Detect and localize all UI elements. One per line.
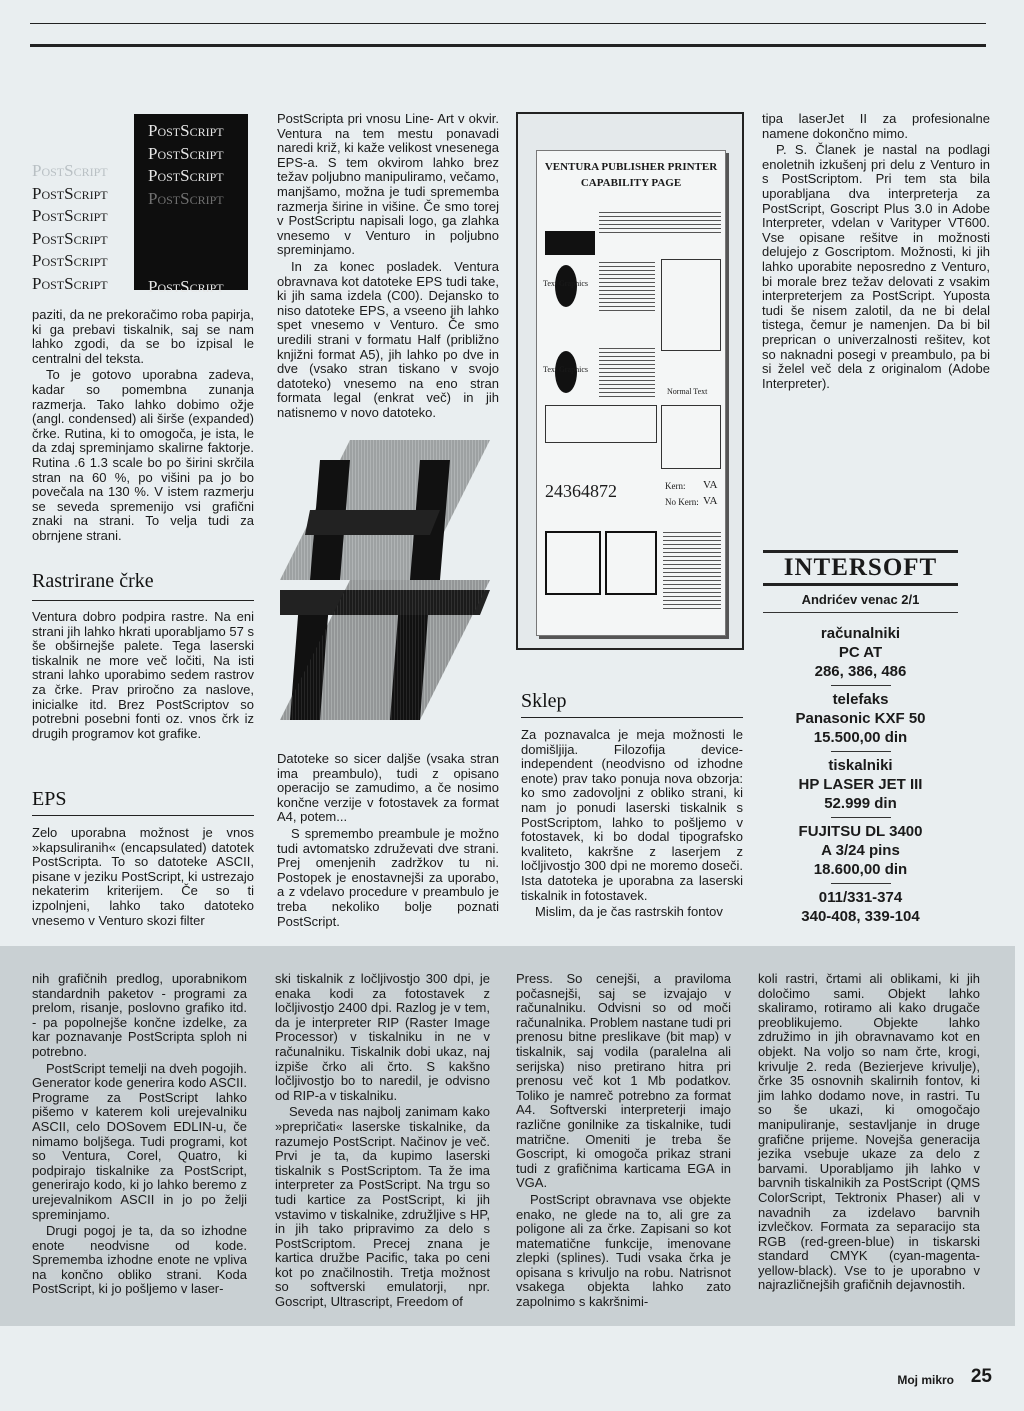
paragraph: nih grafičnih predlog, uporabnikom standardnih paketov - programi za prelom, risanje, poslovno grafiko itd. - pa popolnejše končne izdelke, za kar poznavanje PostScripta sploh ni potrebno. <box>32 971 247 1059</box>
postscript-wordmark: PostScript <box>32 228 108 248</box>
postscript-dark-panel <box>134 114 248 296</box>
left-column-eps <box>32 826 254 930</box>
ad-item-line: A 3/24 pins <box>821 842 900 859</box>
paragraph: Press. So cenejši, a praviloma počasnejši, saj se izvajajo v računalniku. Odvisni so od moči računalnika. Problem nastane tudi pri prenosu bitne preslikave (bit map) v tiskalnik, saj vodila (paralelna ali serijska) niso pretirano hitra pri prenosu več kot 1 Mb podatkov. Toliko je namreč potrebno za format A4. Softverski interpreterji imajo različne gonilnike za tiskalnike, tudi matrične. Omeniti je treba še Goscript, ki omogoča prikaz strani tudi z grafičnima karticama EGA in VGA. <box>516 971 731 1191</box>
ad-item-line: računalniki <box>820 625 901 642</box>
paragraph: PostScript temelji na dveh pogojih. Generator kode generira kodo ASCII. Programe za PostScript lahko pišemo v katerem koli urejevalniku ASCII, celo DOSovem EDLIN-u, če nimamo boljšega. Tudi programi, kot so Ventura, Corel, Quatro, ki podpirajo tiskalnike za PostScript, generirajo kodo, ki jo lahko beremo z urejevalnikom ASCII in jo po želji spreminjamo. <box>32 1060 247 1222</box>
postscript-wordmark: PostScript <box>148 277 224 296</box>
ad-item-line: Panasonic KXF 50 <box>795 710 926 727</box>
ad-item-line: 18.600,00 din <box>813 861 908 878</box>
heading-rastrirane: Rastrirane črke <box>32 570 154 592</box>
paragraph: koli rastri, črtami ali oblikami, ki jih določimo sami. Objekt lahko skaliramo, rotiramo ali kako drugače preoblikujemo. Objekte lahko združimo in jih obravnavamo kot en objekt. Na voljo so nam črte, krogi, krivulje 2. reda (Bezierjeve krivulje), črke 35 osnovnih skalirnih fontov, ki jim lahko dodamo nove, in rastri. Tu so še ukazi, ki omogočajo manipuliranje, sestavljanje in druge grafične prijeme. Novejša generacija jezika vsebuje ukaze za delo z barvami. Uporabljamo jih lahko v barvnih tiskalnikih za PostScript (QMS ColorScript, Tektronix Phaser) ali v navadnih za izdelavo barvnih izvlečkov. Formata za separacijo sta RGB (red-green-blue) in tiskarski standard CMYK (cyan-magenta-yellow-black). Vse to je uporabno v najrazličnejših grafičnih dejavnostih. <box>758 971 980 1293</box>
postscript-wordmark: PostScript <box>148 166 224 185</box>
number-sample: 24364872 <box>545 481 617 501</box>
postscript-wordmark: PostScript <box>32 161 108 180</box>
boxed-sample <box>661 405 721 469</box>
left-column-rastrirane <box>32 610 254 743</box>
ad-brand-logo: INTERSOFT <box>763 550 958 586</box>
black-bar <box>545 231 595 255</box>
paragraph: tipa laserJet II za profesionalne namene dokončno mimo. <box>762 111 990 141</box>
postscript-wordmark: PostScript <box>148 188 224 208</box>
ad-item-line: HP LASER JET III <box>798 776 923 793</box>
bottom-column-4 <box>758 972 980 1295</box>
normal-text-label: Normal Text <box>667 387 708 396</box>
ad-item-line: 52.999 din <box>824 795 897 812</box>
ad-divider <box>831 751 891 752</box>
capability-title-1: VENTURA PUBLISHER PRINTER <box>544 161 718 173</box>
postscript-wordmark: PostScript <box>32 273 108 293</box>
ad-item-line: FUJITSU DL 3400 <box>798 823 923 840</box>
paragraph: paziti, da ne prekoračimo roba papirja, ki ga prebavi tiskalnik, saj se nam lahko zgodi, da se bo izpisal le centralni del teksta. <box>32 307 254 366</box>
ad-phone: 011/331-374 <box>818 889 903 906</box>
text-graphics-label: Text Graphics <box>543 279 588 288</box>
intersoft-ad <box>763 550 958 925</box>
ad-item-line: 286, 386, 486 <box>814 663 907 680</box>
ad-phone: 340-408, 339-104 <box>801 908 920 925</box>
paragraph: Ventura dobro podpira rastre. Na eni strani jih lahko hkrati uporabljamo 57 s še obširnejše palete. Tega laserski tiskalnik ne more več ločiti, Na isti strani lahko uporabimo sedem rastrov za črke. Prav priročno za naslove, inicialke itd. Brez PostScriptov so potrebni posebni fonti oz. vnos črk iz drugih programov kot grafike. <box>32 609 254 741</box>
ad-divider <box>831 685 891 686</box>
sklep-column <box>521 728 743 922</box>
ad-item-line: PC AT <box>838 644 883 661</box>
capability-title-2: CAPABILITY PAGE <box>580 177 682 189</box>
capability-page <box>536 150 726 636</box>
paragraph: S spremembo preambule je možno tudi avtomatsko združevati dve strani. Prej omenjenih zadržkov tu ni. Postopek je enostavnejši za uporabo, a z vdelavo procedure v preambulo je treba nekoliko bolje poznati PostScript. <box>277 825 499 929</box>
page-number: 25 <box>970 1366 992 1387</box>
heading-eps: EPS <box>32 788 67 810</box>
postscript-wordmark: PostScript <box>32 183 108 203</box>
top-rule-thick <box>30 44 986 47</box>
paragraph: Zelo uporabna možnost je vnos »kapsuliranih« (encapsulated) datotek PostScripta. To so datoteke ASCII, pisane v jeziku PostScript, ki ustrezajo nekaterim kriterijem. Če so ti izpolnjeni, lahko tako datoteko vnesemo v Venturo skozi filter <box>32 825 254 928</box>
paragraph: Seveda nas najbolj zanimam kako »prepričati« laserske tiskalnike, da razumejo PostScript. Načinov je več. Prvi je ta, da kupimo laserski tiskalnik s PostScriptom. Ta že ima interpreter za PostScript. Na trgu so tudi kartice za PostScript, ki jih vstavimo v tiskalnike, združljive s HP, in jih tako pripravimo za delo s PostScriptom. Precej znana je kartica družbe Pacific, taka po ceni kot po značilnostih. Tretja možnost so softverski emulatorji, npr. Goscript, Ultrascript, Freedom of <box>275 1104 490 1310</box>
paragraph: Drugi pogoj je ta, da so izhodne enote neodvisne od kode. Sprememba izhodne enote ne vpliva na končno obliko strani. Koda PostScript, ki jo pošljemo v laser- <box>32 1223 247 1297</box>
paragraph: Datoteke so sicer daljše (vsaka stran ima preambulo), tudi z opisano operacijo se zamudimo, a če nosimo končne verzije v fotostavek za format A4, potem... <box>277 751 499 825</box>
text-graphics-label: Text Graphics <box>543 365 588 374</box>
paragraph: Mislim, da je čas rastrskih fontov <box>535 904 723 920</box>
paragraph: P. S. Članek je nastal na podlagi enoletnih izkušenj pri delu z Venturo in s PostScriptom. Pri tem sta bila uporabljana dva interpreterja za PostScript, Goscript Plus 3.0 in Adobe Interpreter, vdelan v Varityper VT600. Vse opisane rešitve in možnosti delujejo z Goscriptom. Možnosti, ki jih lahko uporabite neposredno z Venturo, bi morale brez težav delovati z vsakim interpreterjem za PostScript. Yuposta tudi še nisem zalotil, da ne bi delal tistega, čemur je namenjen. Da bi bil preprican o univerzalnosti rešitev, kot so naknadni posegi v preambulo, pa bi si želel več dela z originalom (Adobe Interpreter). <box>762 142 990 391</box>
middle-column-lower <box>277 752 499 931</box>
heading-underline <box>521 717 743 718</box>
heading-sklep: Sklep <box>521 690 567 712</box>
boxed-sample <box>545 405 657 443</box>
postscript-wordmark: PostScript <box>32 251 108 270</box>
postscript-wordmark: PostScript <box>32 206 108 225</box>
heading-underline <box>32 815 254 816</box>
ad-divider <box>831 817 891 818</box>
boxed-sample <box>545 531 601 595</box>
kern-value: VA <box>703 479 718 491</box>
nokern-value: VA <box>703 495 718 507</box>
hh-letter-illustration <box>280 440 490 740</box>
ad-item-line: telefaks <box>832 691 889 708</box>
ad-divider <box>763 612 958 613</box>
ventura-capability-figure <box>516 112 744 650</box>
postscript-wordmark-stack <box>32 160 142 295</box>
paragraph: ski tiskalnik z ločljivostjo 300 dpi, je enaka kodi za fotostavek z ločljivostjo 2400 dpi. Razlog je v tem, da je interpreter RIP (Raster Image Processor) v tiskalniku in ne v računalniku. Tiskalnik dobi ukaz, naj izpiše črko ali črto. S kakšno ločljivostjo bo to naredil, je odvisno od RIP-a v tiskalniku. <box>275 971 490 1103</box>
paragraph: Za poznavalca je meja možnosti le domišljija. Filozofija device- independent (neodvisno od izhodne enote) prav tako ponuja nova obzorja: ko smo zadovoljni z obliko strani, ki nam jo ponudi laserski tiskalnik s PostScriptom, lahko to pošljemo v fotostavek, ki bo dodal tipografsko kvaliteto, kakršne z laserjem z ločljivostjo 300 dpi ne moremo doseči. Ista datoteka je uporabna za laserski tiskalnik in fotostavek. <box>521 727 743 903</box>
boxed-sample <box>605 531 657 595</box>
ad-item-line: tiskalniki <box>828 757 893 774</box>
bottom-column-2 <box>275 972 490 1312</box>
paragraph: PostScripta pri vnosu Line- Art v okvir. Ventura na tem mestu ponavadi naredi križ, ki kaže velikost vnesenega EPS-a. S tem okvirom lahko brez težav poljubno manipuliramo, večamo, manjšamo, možna je tudi sprememba razmerja širine in višine. Če smo torej v PostScriptu napisali logo, ga zlahka vnesemo v Venturo in poljubno spreminjamo. <box>277 111 499 258</box>
paragraph: In za konec posladek. Ventura obravnava kot datoteke EPS tudi take, ki jih sama izdela (C00). Dejansko to niso datoteke EPS, a vseeno jih lahko spet vnesemo v Venturo. Če smo uredili strani v formatu Half (približno knjižni format A5), jih lahko po dve in dve (vsako stran tiskano v svojo datoteko) vnesemo na eno stran formata legal (enkrat več) in jih natisnemo v novo datoteko. <box>277 258 499 420</box>
middle-column-upper <box>277 112 499 422</box>
ad-divider <box>831 883 891 884</box>
right-column <box>762 112 990 393</box>
bottom-column-3 <box>516 972 731 1312</box>
text-sample <box>663 531 721 611</box>
ad-address: Andrićev venac 2/1 <box>801 592 920 607</box>
text-sample <box>599 347 655 397</box>
magazine-name: Moj mikro <box>897 1373 954 1387</box>
paragraph: PostScript obravnava vse objekte enako, ne glede na to, ali gre za poligone ali za črke. Zapisani so kot matematične funkcije, imenovane zlepki (splines). Tudi vsaka črka je opisana s krivuljo na robu. Natrisnot vsakega objekta lahko zato zapolnimo s kakršnimi- <box>516 1191 731 1310</box>
bottom-column-1 <box>32 972 247 1299</box>
ad-item-line: 15.500,00 din <box>813 729 908 746</box>
paragraph: To je gotovo uporabna zadeva, kadar so pomembna zunanja razmerja. Tako lahko dobimo ožje (angl. condensed) ali širše (expanded) črke. Rutina, ki to omogoča, je ista, le da zdaj spreminjamo skalirne faktorje. Rutina .6 1.3 scale bo po širini skrčila stran na 60 %, po višini pa jo bo povečala na 130 %. V istem razmerju se seveda spremenijo vsi grafični znaki na strani. To velja tudi za obrnjene strani. <box>32 367 254 543</box>
text-sample <box>599 261 655 311</box>
text-sample <box>599 211 721 235</box>
boxed-sample <box>661 259 721 351</box>
left-column-upper <box>32 308 254 546</box>
postscript-wordmark: PostScript <box>148 143 224 163</box>
heading-underline <box>32 600 254 601</box>
kern-label: Kern: <box>665 481 686 491</box>
postscript-wordmark: PostScript <box>148 121 224 140</box>
nokern-label: No Kern: <box>665 497 699 507</box>
top-rule-thin <box>30 23 986 24</box>
